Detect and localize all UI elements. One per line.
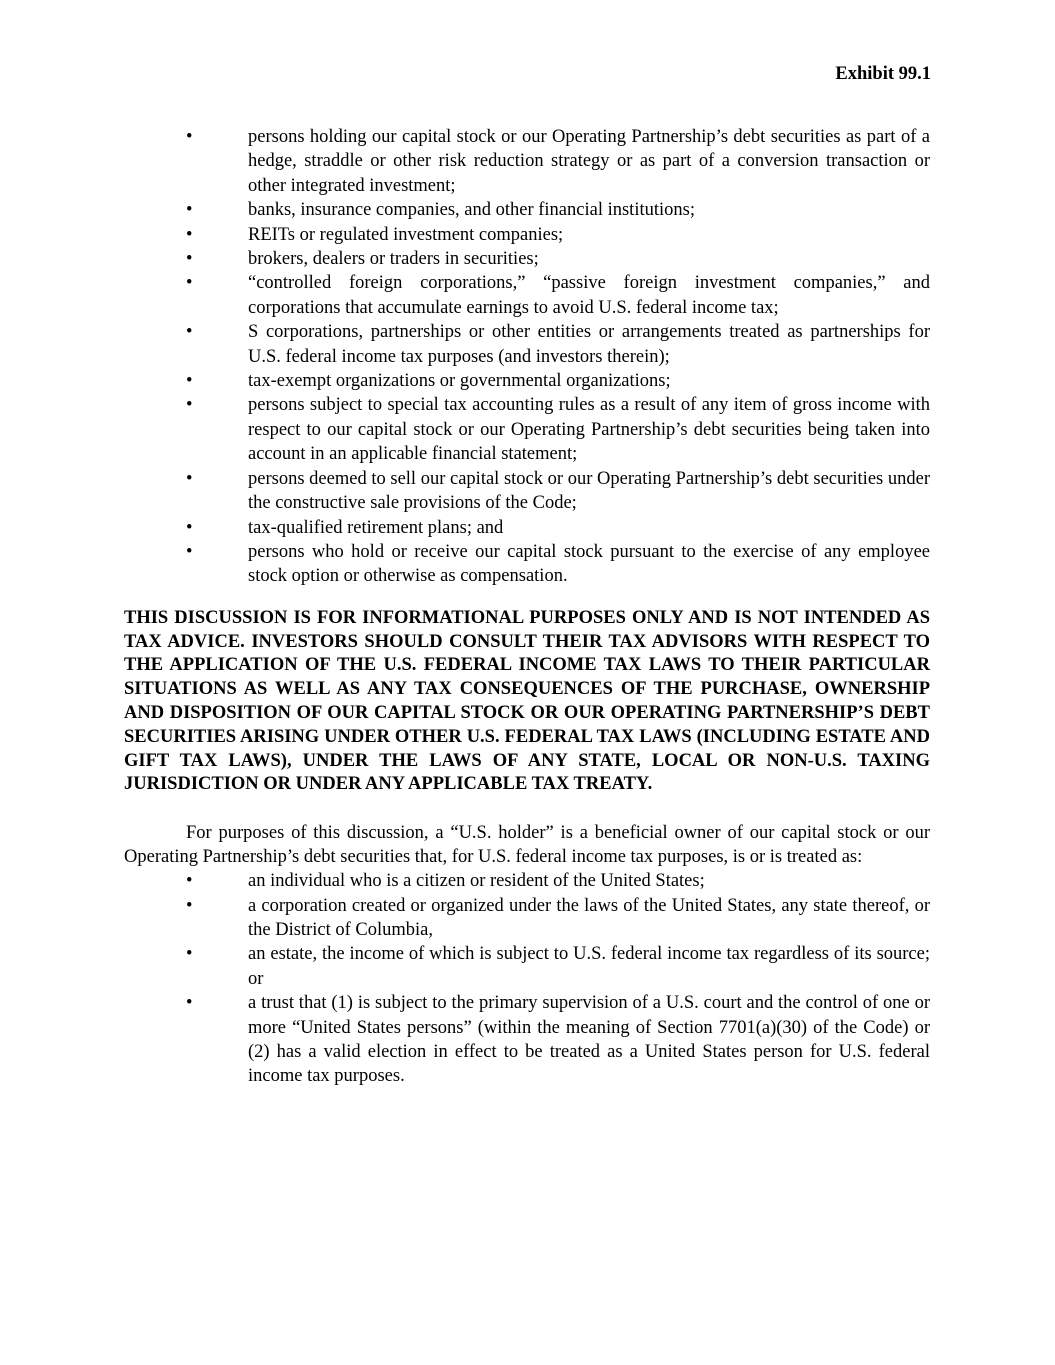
bullet-icon: • xyxy=(186,993,193,1014)
bullet-icon: • xyxy=(186,127,193,147)
list-item xyxy=(124,540,930,589)
list-item-text: brokers, dealers or traders in securities; xyxy=(248,249,539,270)
list-item xyxy=(124,942,930,991)
bullet-icon: • xyxy=(186,322,193,343)
excluded-persons-list xyxy=(124,125,930,589)
list-item xyxy=(124,125,930,198)
bullet-icon: • xyxy=(186,944,193,965)
list-item xyxy=(124,393,930,466)
document-body xyxy=(124,125,930,1089)
list-item-text: a corporation created or organized under the laws of the United States, any state thereof, or the District of Columbia, xyxy=(248,895,930,940)
list-item xyxy=(124,467,930,516)
list-item-text: persons holding our capital stock or our Operating Partnership’s debt securities as part of a hedge, straddle or other risk reduction strategy or as part of a conversion transaction or other integrated investment; xyxy=(248,127,930,196)
bullet-icon: • xyxy=(186,249,193,270)
list-item xyxy=(124,223,930,247)
bullet-icon: • xyxy=(186,895,193,916)
list-item-text: an individual who is a citizen or resident of the United States; xyxy=(248,871,705,892)
bullet-icon: • xyxy=(186,541,193,562)
bullet-icon: • xyxy=(186,273,193,294)
list-item-text: persons deemed to sell our capital stock or our Operating Partnership’s debt securities under the constructive sale provisions of the Code; xyxy=(248,468,930,514)
list-item-text: persons who hold or receive our capital stock pursuant to the exercise of any employee stock option or otherwise as compensation. xyxy=(248,541,930,587)
exhibit-label: Exhibit 99.1 xyxy=(835,64,931,84)
list-item xyxy=(124,198,930,222)
bullet-icon: • xyxy=(186,871,193,892)
list-item-text: a trust that (1) is subject to the primary supervision of a U.S. court and the control of one or more “United States persons” (within the meaning of Section 7701(a)(30) of the Code) or (2) has a valid election in effect to be treated as a United States person for U.S. federal income tax purposes. xyxy=(248,993,930,1087)
bullet-icon: • xyxy=(186,371,193,392)
list-item-text: an estate, the income of which is subject to U.S. federal income tax regardless of its source; or xyxy=(248,944,930,989)
us-holder-criteria-list xyxy=(124,869,930,1089)
list-item-text: banks, insurance companies, and other financial institutions; xyxy=(248,200,695,221)
list-item-text: “controlled foreign corporations,” “passive foreign investment companies,” and corporations that accumulate earnings to avoid U.S. federal income tax; xyxy=(248,273,930,318)
list-item xyxy=(124,991,930,1089)
list-item xyxy=(124,894,930,943)
list-item-text: tax-exempt organizations or governmental organizations; xyxy=(248,371,671,392)
us-holder-definition-paragraph: For purposes of this discussion, a “U.S. holder” is a beneficial owner of our capital stock or our Operating Partnership’s debt securities that, for U.S. federal income tax purposes, is or is treated as: xyxy=(124,823,930,868)
bullet-icon: • xyxy=(186,395,193,416)
list-item xyxy=(124,320,930,369)
list-item xyxy=(124,369,930,393)
list-item xyxy=(124,271,930,320)
bullet-icon: • xyxy=(186,224,193,245)
bullet-icon: • xyxy=(186,200,193,221)
list-item-text: persons subject to special tax accounting rules as a result of any item of gross income with respect to our capital stock or our Operating Partnership’s debt securities being taken into account in an applicable financial statement; xyxy=(248,395,930,465)
list-item xyxy=(124,247,930,271)
list-item-text: tax-qualified retirement plans; and xyxy=(248,517,504,538)
bullet-icon: • xyxy=(186,468,193,489)
list-item xyxy=(124,516,930,540)
bullet-icon: • xyxy=(186,517,193,538)
list-item-text: S corporations, partnerships or other entities or arrangements treated as partnerships for U.S. federal income tax purposes (and investors therein); xyxy=(248,322,930,367)
list-item-text: REITs or regulated investment companies; xyxy=(248,224,564,245)
list-item xyxy=(124,869,930,893)
tax-advice-disclaimer: THIS DISCUSSION IS FOR INFORMATIONAL PURPOSES ONLY AND IS NOT INTENDED AS TAX ADVICE. INVESTORS SHOULD CONSULT THEIR TAX ADVISORS WITH RESPECT TO THE APPLICATION OF THE U.S. FEDERAL INCOME TAX LAWS TO THEIR PARTICULAR SITUATIONS AS WELL AS ANY TAX CONSEQUENCES OF THE PURCHASE, OWNERSHIP AND DISPOSITION OF OUR CAPITAL STOCK OR OUR OPERATING PARTNERSHIP’S DEBT SECURITIES ARISING UNDER OTHER U.S. FEDERAL TAX LAWS (INCLUDING ESTATE AND GIFT TAX LAWS), UNDER THE LAWS OF ANY STATE, LOCAL OR NON-U.S. TAXING JURISDICTION OR UNDER ANY APPLICABLE TAX TREATY. xyxy=(124,607,930,795)
